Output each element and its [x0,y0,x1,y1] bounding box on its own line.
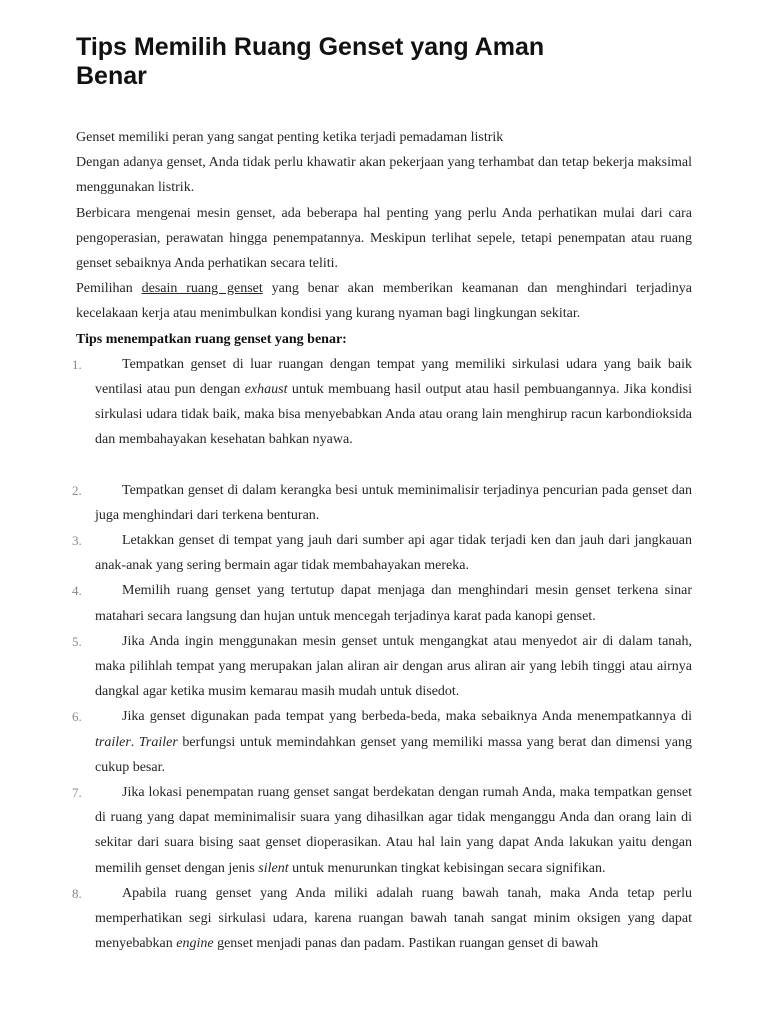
title-line-2: Benar [76,62,147,90]
tip-number: 3. [72,533,82,549]
tip-number: 8. [72,885,82,901]
tip-text: . [130,734,139,750]
intro-paragraph-4-lead: Pemilihan [76,281,142,297]
tip-emphasis: trailer [95,734,131,750]
tip-number: 1. [72,356,82,372]
tip-item [72,528,692,578]
tip-text: Jika genset digunakan pada tempat yang berbeda-beda, maka sebaiknya Anda menempatkannya di [122,709,692,725]
tip-number: 6. [72,709,82,725]
tip-number: 7. [72,785,82,801]
tip-item [72,629,692,705]
tip-number: 2. [72,482,82,498]
intro-paragraph-4 [76,276,692,326]
tip-number: 5. [72,633,82,649]
tip-item [72,704,692,780]
tips-list [72,352,692,957]
desain-ruang-genset-link[interactable]: desain ruang genset [141,281,263,297]
tip-number: 4. [72,583,82,599]
tip-text: Jika lokasi penempatan ruang genset sangat berdekatan dengan rumah Anda, maka tempatkan genset di ruang yang dapat meminimalisir suara yang dihasilkan agar tidak menganggu Anda dan orang lain di sekitar dari suara bising saat genset dioperasikan. Atau hal lain yang dapat Anda lakukan yaitu dengan memilih genset dengan jenis [95,785,692,876]
tip-text: berfungsi untuk memindahkan genset yang memiliki massa yang berat dan dimensi yang cukup besar. [95,734,692,775]
tip-item [72,881,692,957]
tips-heading: Tips menempatkan ruang genset yang benar: [76,331,347,347]
article-body [72,125,692,957]
tip-item [72,478,692,528]
tip-item [72,352,692,453]
tip-text: untuk membuang hasil output atau hasil pembuangannya. Jika kondisi sirkulasi udara tidak baik, maka bisa menyebabkan Anda atau orang lain menghirup racun karbondioksida dan membahayakan kesehatan bahkan nyawa. [95,382,692,448]
tip-text: untuk menurunkan tingkat kebisingan secara signifikan. [288,860,606,876]
tip-text: Tempatkan genset di luar ruangan dengan tempat yang memiliki sirkulasi udara yang baik baik ventilasi atau pun dengan [95,356,692,398]
tip-emphasis: silent [258,860,289,876]
tip-text: Apabila ruang genset yang Anda miliki adalah ruang bawah tanah, maka Anda tetap perlu memperhatikan segi sirkulasi udara, karena ruangan bawah tanah sangat minim oksigen yang dapat menyebabkan [95,885,692,952]
tip-emphasis: Trailer [138,734,178,750]
tip-emphasis: engine [176,936,214,952]
tip-emphasis: exhaust [244,382,288,398]
tip-item [72,780,692,881]
tip-item [72,578,692,628]
intro-paragraph-1: Genset memiliki peran yang sangat penting ketika terjadi pemadaman listrik [76,130,504,145]
tip-text: Memilih ruang genset yang tertutup dapat menjaga dan menghindari mesin genset terkena sinar matahari secara langsung dan hujan untuk mencegah terjadinya karat pada kanopi genset. [95,583,692,624]
tip-text: genset menjadi panas dan padam. Pastikan ruangan genset di bawah [213,936,599,952]
tip-text: Letakkan genset di tempat yang jauh dari sumber api agar tidak terjadi ken dan jauh dari jangkauan anak-anak yang sering bermain agar tidak membahayakan mereka. [95,533,692,574]
article-title [76,33,596,91]
intro-paragraph-4-tail: yang benar akan memberikan keamanan dan menghindari terjadinya kecelakaan kerja atau menimbulkan kondisi yang kurang nyaman bagi lingkungan sekitar. [76,281,692,322]
intro-paragraph-3: Berbicara mengenai mesin genset, ada beberapa hal penting yang perlu Anda perhatikan mulai dari cara pengoperasian, perawatan hingga penempatannya. Meskipun terlihat sepele, tetapi penempatan atau ruang genset sebaiknya Anda perhatikan secara teliti. [76,205,692,272]
intro-paragraph-2: Dengan adanya genset, Anda tidak perlu khawatir akan pekerjaan yang terhambat dan tetap bekerja maksimal menggunakan listrik. [76,155,692,196]
tip-text: Jika Anda ingin menggunakan mesin genset untuk mengangkat atau menyedot air di dalam tanah, maka pilihlah tempat yang merupakan jalan aliran air dengan arus aliran air yang lebih tinggi atau airnya dangkal agar ketika musim kemarau masih mudah untuk disedot. [95,633,692,700]
title-line-1: Tips Memilih Ruang Genset yang Aman [76,33,545,61]
tip-text: Tempatkan genset di dalam kerangka besi untuk meminimalisir terjadinya pencurian pada genset dan juga menghindari dari terkena benturan. [95,482,692,523]
